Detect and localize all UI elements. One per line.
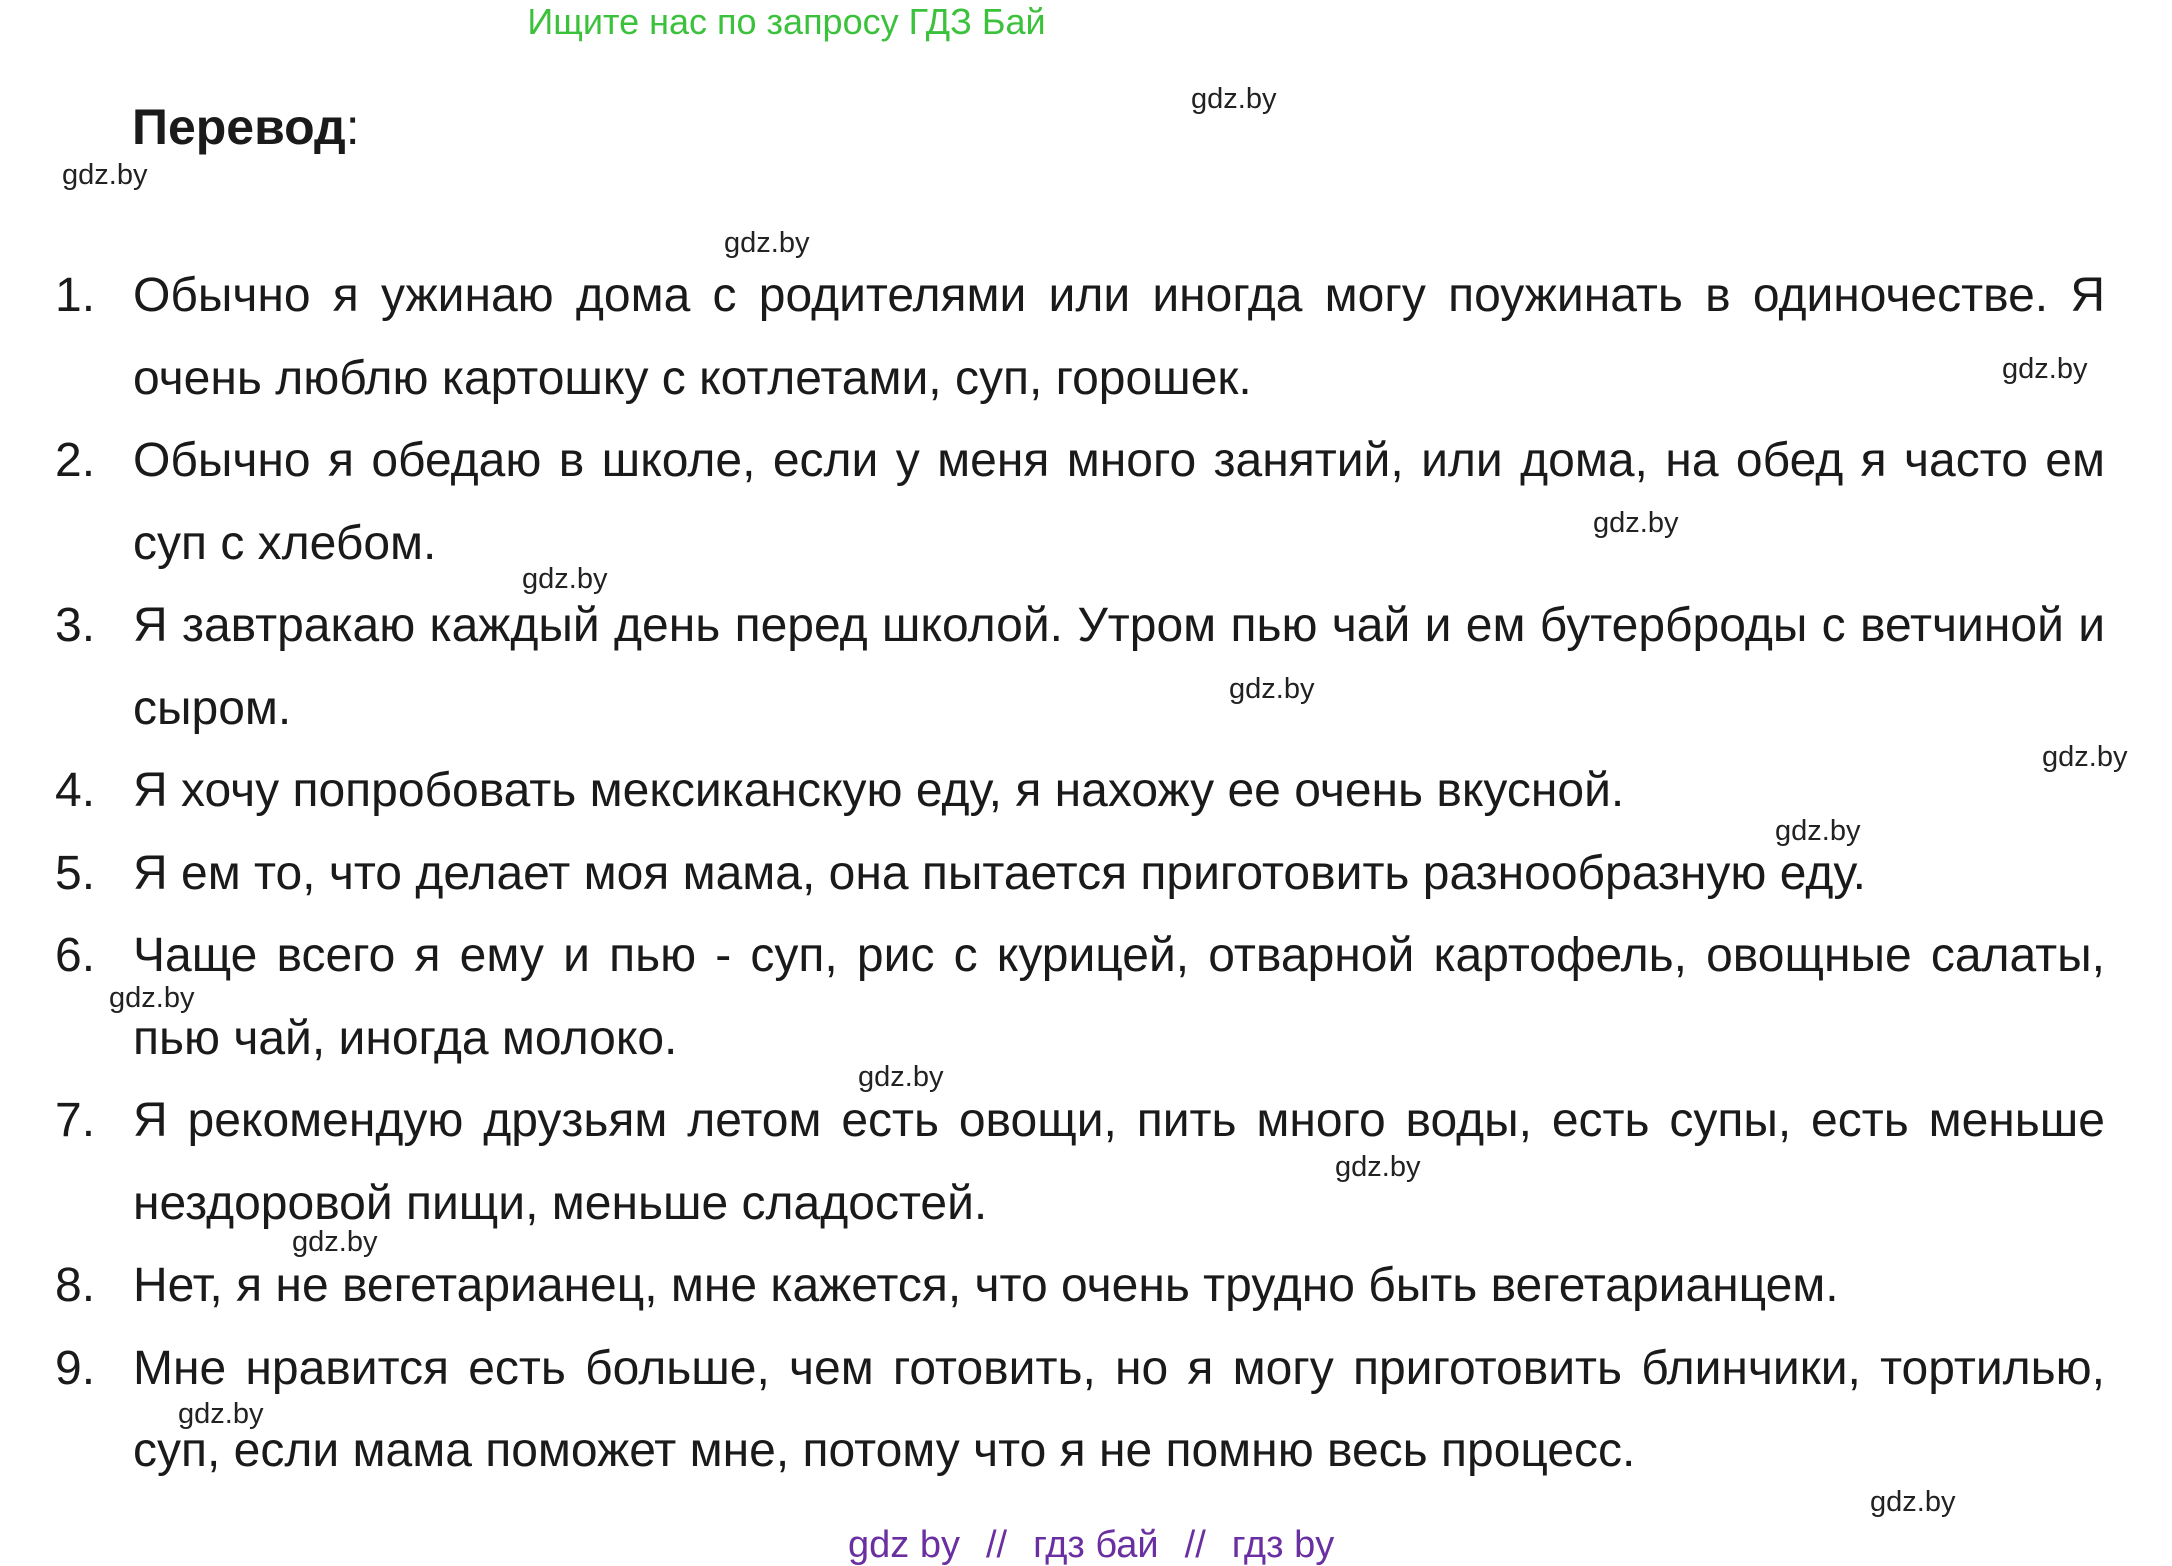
watermark: gdz.by [1775, 815, 1861, 847]
item-text: Я ем то, что делает моя мама, она пытается приготовить разнообразную еду. [133, 846, 1866, 900]
list-item [55, 1080, 2105, 1245]
footer-link-gdz-by-2[interactable]: гдз by [1231, 1524, 1335, 1566]
item-text: Обычно я обедаю в школе, если у меня много занятий, или дома, на обед я часто ем суп с хлебом. [133, 434, 2105, 570]
watermark: gdz.by [292, 1226, 378, 1258]
watermark: gdz.by [522, 563, 608, 595]
footer-links [848, 1525, 1334, 1565]
list-item [55, 420, 2105, 585]
watermark: gdz.by [724, 227, 810, 259]
item-text: Обычно я ужинаю дома с родителями или иногда могу поужинать в одиночестве. Я очень люблю картошку с котлетами, суп, горошек. [133, 269, 2105, 405]
item-text: Я завтракаю каждый день перед школой. Утром пью чай и ем бутерброды с ветчиной и сыром. [133, 599, 2105, 735]
item-number: 3. [55, 599, 96, 652]
title-text: Перевод [132, 99, 346, 155]
footer-link-gdz-bai[interactable]: гдз бай [1033, 1524, 1159, 1566]
watermark: gdz.by [2042, 741, 2128, 773]
watermark: gdz.by [858, 1061, 944, 1093]
page-title [132, 92, 360, 162]
watermark: gdz.by [178, 1398, 264, 1430]
item-text: Я хочу попробовать мексиканскую еду, я нахожу ее очень вкусной. [133, 764, 1625, 817]
watermark: gdz.by [1593, 507, 1679, 539]
footer [0, 1524, 2172, 1566]
list-item [55, 915, 2105, 1080]
item-text: Мне нравится есть больше, чем готовить, но я могу приготовить блинчики, тортилью, суп, если мама поможет мне, потому что я не помню весь процесс. [133, 1341, 2105, 1477]
translation-list [55, 255, 2105, 1493]
item-number: 2. [55, 434, 96, 487]
watermark: gdz.by [1229, 673, 1315, 705]
item-number: 4. [55, 764, 96, 817]
watermark: gdz.by [1335, 1151, 1421, 1183]
footer-separator: // [1184, 1524, 1206, 1566]
item-number: 6. [55, 929, 96, 982]
watermark: gdz.by [1870, 1486, 1956, 1518]
item-number: 9. [55, 1341, 96, 1395]
item-text: Я рекомендую друзьям летом есть овощи, пить много воды, есть супы, есть меньше нездоровой пищи, меньше сладостей. [133, 1094, 2105, 1230]
item-number: 8. [55, 1259, 96, 1312]
watermark: gdz.by [62, 159, 148, 191]
item-text: Чаще всего я ему и пью - суп, рис с курицей, отварной картофель, овощные салаты, пью чай, иногда молоко. [133, 929, 2105, 1065]
item-number: 1. [55, 269, 96, 322]
item-number: 5. [55, 846, 96, 900]
list-item [55, 1328, 2105, 1493]
footer-link-gdz-by[interactable]: gdz by [848, 1524, 960, 1566]
top-banner: Ищите нас по запросу ГДЗ Бай [527, 1, 1046, 42]
item-number: 7. [55, 1094, 96, 1147]
item-text: Нет, я не вегетарианец, мне кажется, что очень трудно быть вегетарианцем. [133, 1259, 1839, 1312]
title-colon: : [345, 99, 360, 155]
watermark: gdz.by [109, 982, 195, 1014]
watermark: gdz.by [2002, 353, 2088, 385]
list-item [55, 585, 2105, 750]
list-item [55, 255, 2105, 420]
footer-separator: // [985, 1524, 1008, 1566]
watermark: gdz.by [1191, 83, 1277, 115]
